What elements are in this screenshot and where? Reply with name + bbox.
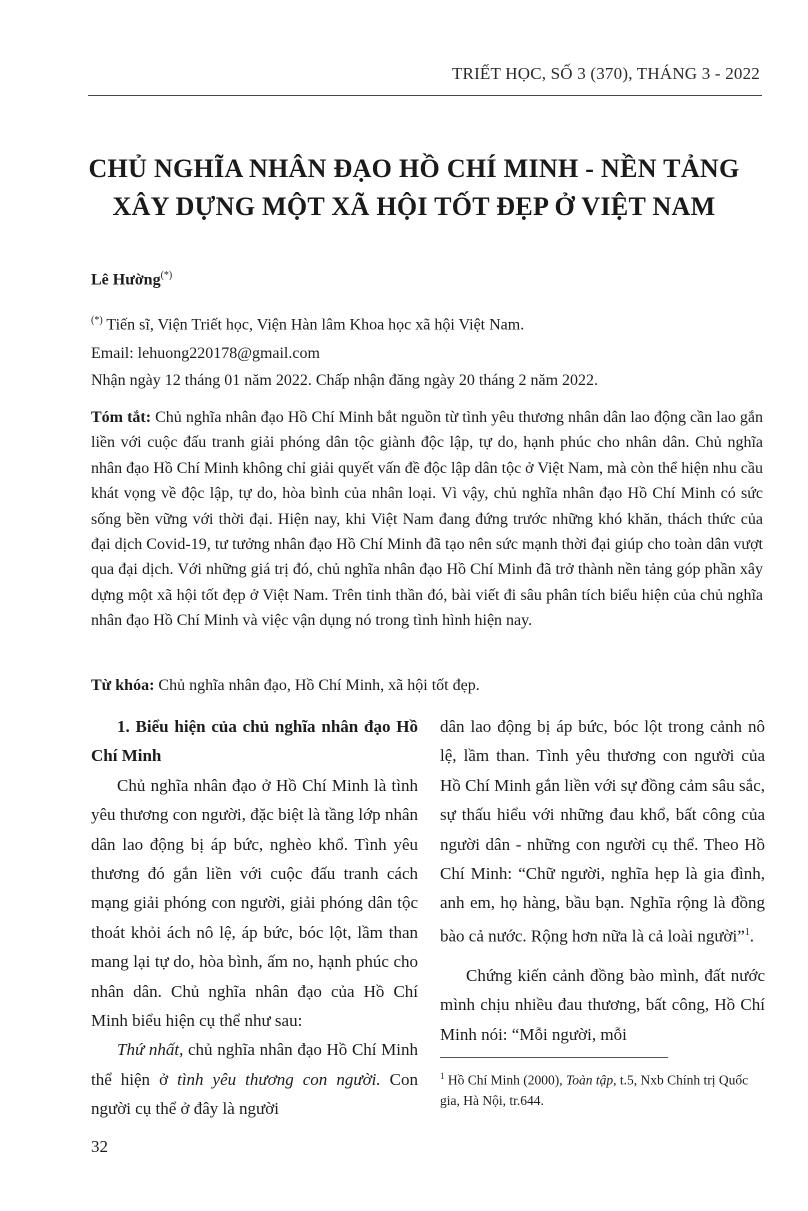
author-affiliation [91,306,524,368]
body-column-left [91,712,418,1124]
footnote-title: Toàn tập, [566,1072,617,1088]
body-paragraph [91,1035,418,1123]
title-line-2: XÂY DỰNG MỘT XÃ HỘI TỐT ĐẸP Ở VIỆT NAM [112,192,716,221]
affiliation-text: Tiến sĩ, Viện Triết học, Viện Hàn lâm Khoa học xã hội Việt Nam. [102,316,525,334]
body-paragraph: Chứng kiến cảnh đồng bào mình, đất nước mình chịu nhiều đau thương, bất công, Hồ Chí Minh nói: “Mỗi người, mỗi [440,965,765,1044]
section-heading: 1. Biểu hiện của chủ nghĩa nhân đạo Hồ Chí Minh [91,717,418,766]
author-email: Email: lehuong220178@gmail.com [91,345,320,363]
footnote-ref: 1 [744,926,750,938]
keywords [91,677,480,695]
affiliation-mark: (*) [91,315,103,326]
footnote-rule [440,1057,668,1058]
body-paragraph: Chủ nghĩa nhân đạo ở Hồ Chí Minh là tình yêu thương con người, đặc biệt là tầng lớp nhân dân lao động bị áp bức, nghèo khổ. Tình yêu thương đó gắn liền với cuộc đấu tranh cách mạng giải phóng con người, giải phóng dân tộc thoát khỏi ách nô lệ, áp bức, bóc lột, lầm than mang lại tự do, hòa bình, ấm no, hạnh phúc cho nhân dân. Chủ nghĩa nhân đạo của Hồ Chí Minh biểu hiện cụ thể như sau: [91,775,418,1031]
keywords-label: Từ khóa: [91,677,155,694]
abstract [91,405,763,634]
keywords-text: Chủ nghĩa nhân đạo, Hồ Chí Minh, xã hội tốt đẹp. [154,677,480,694]
body-text: dân lao động bị áp bức, bóc lột trong cảnh nô lệ, lầm than. Tình yêu thương con người của Hồ Chí Minh gắn liền với sự đồng cảm sâu sắc, sự thấu hiểu với những đau khổ, bất công của người dân - những con người cụ thể. Theo Hồ Chí Minh: “Chữ người, nghĩa hẹp là gia đình, anh em, họ hàng, bầu bạn. Nghĩa rộng là đồng bào cả nước. Rộng hơn nữa là cả loài người” [440,717,765,946]
body-text: Con người cụ thể ở đây là người [91,1069,418,1119]
affiliation-line [91,306,524,339]
page-number: 32 [91,1137,108,1156]
body-text: chủ nghĩa nhân đạo Hồ Chí Minh thể hiện ở [91,1040,418,1089]
author-name [91,270,172,289]
footnote-text: Hồ Chí Minh (2000), [444,1072,566,1088]
footnote-text: t.5, Nxb Chính trị Quốc gia, Hà Nội, tr.644. [440,1072,749,1108]
footnote-mark: 1 [440,1071,445,1081]
running-header: TRIẾT HỌC, SỐ 3 (370), THÁNG 3 - 2022 [451,64,760,83]
body-paragraph [440,712,765,951]
header-rule [88,95,762,96]
body-column-right [440,712,765,1049]
emphasis-text: Thứ nhất, [117,1040,184,1060]
body-text: . [749,926,755,946]
abstract-label: Tóm tắt: [91,409,152,426]
footnote [440,1066,765,1111]
received-dates: Nhận ngày 12 tháng 01 năm 2022. Chấp nhận đăng ngày 20 tháng 2 năm 2022. [91,372,599,389]
author-footnote-mark: (*) [160,270,173,281]
author-text: Lê Hường [91,271,161,289]
abstract-text: Chủ nghĩa nhân đạo Hồ Chí Minh bắt nguồn từ tình yêu thương nhân dân lao động cần lao gắn liền với cuộc đấu tranh giải phóng dân tộc giành độc lập, tự do, hạnh phúc cho nhân dân. Chủ nghĩa nhân đạo Hồ Chí Minh không chỉ giải quyết vấn đề độc lập dân tộc ở Việt Nam, mà còn thể hiện nhu cầu khát vọng về độc lập, tự do, hòa bình của nhân loại. Vì vậy, chủ nghĩa nhân đạo Hồ Chí Minh có sức sống bền vững với thời đại. Hiện nay, khi Việt Nam đang đứng trước những khó khăn, thách thức của đại dịch Covid-19, tư tưởng nhân đạo Hồ Chí Minh đã tạo nên sức mạnh thời đại giúp cho toàn dân vượt qua đại dịch. Với những giá trị đó, chủ nghĩa nhân đạo Hồ Chí Minh đã trở thành nền tảng góp phần xây dựng một xã hội tốt đẹp ở Việt Nam. Trên tinh thần đó, bài viết đi sâu phân tích biểu hiện của chủ nghĩa nhân đạo Hồ Chí Minh và việc vận dụng nó trong tình hình hiện nay. [91,409,764,630]
emphasis-text: tình yêu thương con người. [177,1069,381,1089]
title-line-1: CHỦ NGHĨA NHÂN ĐẠO HỒ CHÍ MINH - NỀN TẢNG [88,154,740,183]
article-title [60,150,768,226]
